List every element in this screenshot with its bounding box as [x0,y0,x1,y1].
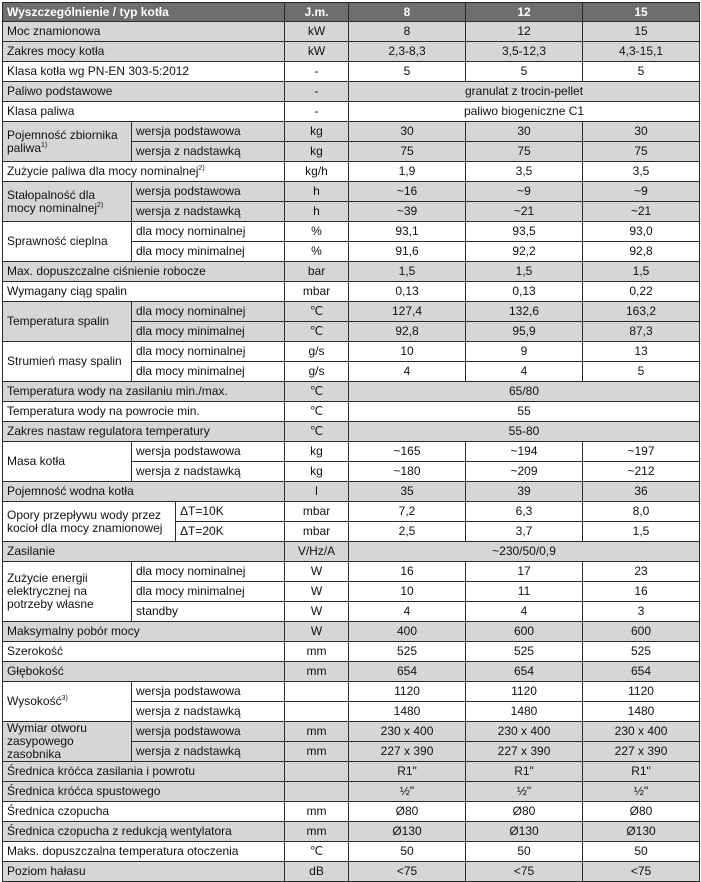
table-row [3,682,700,702]
row-label-cisnienie [3,262,285,282]
value-cell: 50 [583,842,700,862]
row-label-halas [3,862,285,882]
value-cell: 2,5 [349,522,466,542]
value-cell: 92,8 [583,242,700,262]
value-cell: ~21 [466,202,583,222]
row-unit: V/Hz/A [285,542,349,562]
value-cell: <75 [349,862,466,882]
table-row [3,822,700,842]
row-label-zasilanie [3,542,285,562]
row-unit: kg [285,142,349,162]
row-unit: kg/h [285,162,349,182]
value-cell: 8 [349,22,466,42]
value-cell: Ø130 [349,822,466,842]
row-label-temp-zasilania [3,382,285,402]
row-sublabel: dla mocy nominalnej [132,562,285,582]
row-unit: mbar [285,282,349,302]
row-unit: ℃ [285,302,349,322]
row-unit: mm [285,742,349,762]
row-unit: W [285,562,349,582]
value-cell: 230 x 400 [349,722,466,742]
row-sublabel: dla mocy minimalnej [132,362,285,382]
row-label-klasa-paliwa [3,102,285,122]
value-cell: 95,9 [466,322,583,342]
row-label-pojemnosc [3,122,132,162]
table-row [3,662,700,682]
row-label-text: Wymagany ciąg spalin [7,284,127,298]
value-cell: ~9 [583,182,700,202]
table-row [3,22,700,42]
value-cell: 91,6 [349,242,466,262]
row-label-strumien [3,342,132,382]
header-model-15: 15 [583,3,700,22]
row-sublabel: dla mocy minimalnej [132,242,285,262]
value-cell: 30 [349,122,466,142]
value-cell: 9 [466,342,583,362]
row-sublabel: wersja z nadstawką [132,742,285,762]
value-cell: 4 [349,602,466,622]
value-cell: 50 [349,842,466,862]
value-cell-merged: 55-80 [349,422,700,442]
row-label-text: Sprawność cieplna [7,234,108,248]
row-unit: g/s [285,342,349,362]
row-label-text: Średnica króćca zasilania i powrotu [7,764,196,778]
row-label-text: Poziom hałasu [7,864,86,878]
table-row [3,42,700,62]
value-cell: <75 [583,862,700,882]
table-row [3,622,700,642]
row-label-czopuch-redukcja [3,822,285,842]
row-unit: kW [285,42,349,62]
value-cell: 2,3-8,3 [349,42,466,62]
table-row [3,802,700,822]
value-cell: ~21 [583,202,700,222]
table-row [3,762,700,782]
row-unit: mbar [285,522,349,542]
row-label-text: Temperatura spalin [7,314,110,328]
row-label-text: Moc znamionowa [7,24,101,38]
row-label-text: Klasa paliwa [7,104,75,118]
table-row [3,382,700,402]
row-label-text: Max. dopuszczalne ciśnienie robocze [7,264,206,278]
value-cell: 23 [583,562,700,582]
row-unit: bar [285,262,349,282]
value-cell: 227 x 390 [583,742,700,762]
row-sublabel: wersja podstawowa [132,682,285,702]
value-cell: 50 [466,842,583,862]
row-label-ciag [3,282,285,302]
value-cell: 93,5 [466,222,583,242]
row-unit: kW [285,22,349,42]
row-unit [285,782,349,802]
row-sublabel: wersja podstawowa [132,182,285,202]
value-cell: ~39 [349,202,466,222]
row-label-text: Maksymalny pobór mocy [7,624,140,638]
row-sublabel: dla mocy minimalnej [132,582,285,602]
row-label-szerokosc [3,642,285,662]
row-label-text: Pojemność wodna kotła [7,484,134,498]
value-cell: 525 [349,642,466,662]
row-label-text: Średnica króćca spustowego [7,784,161,798]
table-row [3,82,700,102]
row-label-text: Masa kotła [7,454,66,468]
row-unit: mm [285,662,349,682]
table-row [3,502,700,522]
value-cell: R1" [583,762,700,782]
value-cell: ~165 [349,442,466,462]
table-row [3,302,700,322]
value-cell: 1480 [349,702,466,722]
row-label-text: Paliwo podstawowe [7,84,113,98]
value-cell: 92,8 [349,322,466,342]
value-cell: 35 [349,482,466,502]
table-row [3,562,700,582]
value-cell: 4 [466,602,583,622]
row-label-text: Temperatura wody na powrocie min. [7,404,200,418]
table-row [3,342,700,362]
row-label-krociec-zasilania [3,762,285,782]
row-sublabel: wersja z nadstawką [132,462,285,482]
row-unit: mbar [285,502,349,522]
row-label-text: Maks. dopuszczalna temperatura otoczenia [7,844,239,858]
boiler-spec-table [2,2,700,882]
value-cell: R1" [466,762,583,782]
value-cell: 5 [349,62,466,82]
row-unit: ℃ [285,842,349,862]
row-label-pojemnosc-wodna [3,482,285,502]
row-label-text: Średnica czopucha z redukcją wentylatora [7,824,232,838]
value-cell-merged: 55 [349,402,700,422]
row-label-text: Zakres nastaw regulatora temperatury [7,424,210,438]
value-cell: 1,5 [349,262,466,282]
value-cell: 0,13 [466,282,583,302]
row-sublabel: wersja podstawowa [132,722,285,742]
table-row [3,102,700,122]
row-sublabel: wersja z nadstawką [132,142,285,162]
value-cell: 75 [466,142,583,162]
value-cell: 400 [349,622,466,642]
value-cell: ~180 [349,462,466,482]
header-model-12: 12 [466,3,583,22]
value-cell: 3,5 [583,162,700,182]
row-label-text: Strumień masy spalin [7,354,122,368]
value-cell-merged: ~230/50/0,9 [349,542,700,562]
value-cell: Ø80 [349,802,466,822]
value-cell: 8,0 [583,502,700,522]
value-cell: 227 x 390 [466,742,583,762]
row-label-temp-powrotu [3,402,285,422]
table-row [3,442,700,462]
value-cell: 0,13 [349,282,466,302]
value-cell: 30 [583,122,700,142]
value-cell: 1,5 [583,522,700,542]
value-cell: Ø80 [466,802,583,822]
value-cell: 16 [349,562,466,582]
row-unit: dB [285,862,349,882]
row-label-zuzycie-energii [3,562,132,622]
row-unit [285,762,349,782]
table-row [3,62,700,82]
row-unit: % [285,242,349,262]
value-cell: 75 [349,142,466,162]
row-label-otwor [3,722,132,762]
row-label-text: Temperatura wody na zasilaniu min./max. [7,384,228,398]
header-title: Wyszczególnienie / typ kotła [3,3,285,22]
value-cell: 87,3 [583,322,700,342]
row-label-text: Średnica czopucha [7,804,110,818]
value-cell: 5 [583,62,700,82]
value-cell: 525 [583,642,700,662]
header-row [3,3,700,22]
value-cell: 7,2 [349,502,466,522]
value-cell-merged: 65/80 [349,382,700,402]
row-sublabel: wersja podstawowa [132,122,285,142]
value-cell: 4 [466,362,583,382]
table-row [3,842,700,862]
value-cell: 93,0 [583,222,700,242]
row-unit: h [285,202,349,222]
footnote-marker: 2) [198,165,205,172]
value-cell: 654 [583,662,700,682]
header-unit: J.m. [285,3,349,22]
value-cell: 17 [466,562,583,582]
row-sublabel: dla mocy nominalnej [132,222,285,242]
value-cell: 230 x 400 [583,722,700,742]
row-label-zakres [3,42,285,62]
row-label-text: Wysokość [7,694,62,708]
value-cell: 11 [466,582,583,602]
row-label-text: Opory przepływu wody przez kocioł dla mocy znamionowej [7,507,163,535]
row-label-krociec-spustowy [3,782,285,802]
value-cell: 1,5 [466,262,583,282]
table-row [3,222,700,242]
value-cell: 163,2 [583,302,700,322]
row-unit: ℃ [285,322,349,342]
row-unit: W [285,622,349,642]
value-cell: 4,3-15,1 [583,42,700,62]
value-cell: 3 [583,602,700,622]
value-cell: <75 [466,862,583,882]
value-cell: 525 [466,642,583,662]
row-label-zuzycie [3,162,285,182]
value-cell: 1120 [349,682,466,702]
row-label-text: Głębokość [7,664,64,678]
table-row [3,782,700,802]
row-unit: ℃ [285,422,349,442]
row-label-sprawnosc [3,222,132,262]
row-unit: - [285,102,349,122]
row-sublabel: wersja z nadstawką [132,702,285,722]
row-sublabel: ΔT=20K [176,522,285,542]
value-cell: ~209 [466,462,583,482]
row-unit: - [285,62,349,82]
value-cell: ½" [466,782,583,802]
row-label-text: Stałopalność dla mocy nominalnej [7,187,98,215]
row-unit: mm [285,722,349,742]
row-unit [285,682,349,702]
row-label-glebokosc [3,662,285,682]
row-unit: - [285,82,349,102]
value-cell: ~212 [583,462,700,482]
value-cell: 654 [466,662,583,682]
value-cell: 1120 [466,682,583,702]
value-cell: 3,7 [466,522,583,542]
value-cell: 10 [349,582,466,602]
value-cell: ~9 [466,182,583,202]
table-row [3,282,700,302]
table-row [3,862,700,882]
row-label-temp-otoczenia [3,842,285,862]
row-unit: mm [285,822,349,842]
row-unit: h [285,182,349,202]
row-unit: mm [285,802,349,822]
row-unit: kg [285,442,349,462]
value-cell: ½" [349,782,466,802]
value-cell: 600 [583,622,700,642]
table-row [3,162,700,182]
row-label-text: Zużycie paliwa dla mocy nominalnej [7,164,199,178]
table-row [3,422,700,442]
row-sublabel: standby [132,602,285,622]
row-unit: ℃ [285,382,349,402]
row-label-wysokosc [3,682,132,722]
value-cell: 39 [466,482,583,502]
row-sublabel: wersja z nadstawką [132,202,285,222]
row-unit [285,702,349,722]
table-row [3,262,700,282]
value-cell: 36 [583,482,700,502]
row-label-text: Zakres mocy kotła [7,44,105,58]
table-row [3,542,700,562]
value-cell: 1480 [466,702,583,722]
row-label-text: Pojemność zbiornika paliwa [7,127,118,155]
value-cell: 5 [466,62,583,82]
row-sublabel: dla mocy minimalnej [132,322,285,342]
row-sublabel: ΔT=10K [176,502,285,522]
value-cell: 1,9 [349,162,466,182]
row-label-czopuch [3,802,285,822]
value-cell: Ø80 [583,802,700,822]
value-cell: 654 [349,662,466,682]
value-cell: 1480 [583,702,700,722]
value-cell-merged: paliwo biogeniczne C1 [349,102,700,122]
row-unit: g/s [285,362,349,382]
value-cell: ~16 [349,182,466,202]
table-row [3,182,700,202]
value-cell: ~194 [466,442,583,462]
row-label-opory [3,502,176,542]
row-sublabel: dla mocy nominalnej [132,342,285,362]
row-label-masa [3,442,132,482]
row-label-klasa [3,62,285,82]
table-row [3,642,700,662]
value-cell: 16 [583,582,700,602]
value-cell: Ø130 [583,822,700,842]
value-cell: 75 [583,142,700,162]
value-cell: 4 [349,362,466,382]
footnote-marker: 2) [97,201,104,209]
table-row [3,722,700,742]
row-unit: % [285,222,349,242]
value-cell: 15 [583,22,700,42]
row-label-moc [3,22,285,42]
value-cell: R1" [349,762,466,782]
value-cell: 92,2 [466,242,583,262]
value-cell: 6,3 [466,502,583,522]
row-sublabel: wersja podstawowa [132,442,285,462]
row-label-paliwo [3,82,285,102]
row-label-text: Klasa kotła wg PN-EN 303-5:2012 [7,64,190,78]
value-cell: 230 x 400 [466,722,583,742]
value-cell: 13 [583,342,700,362]
row-label-text: Zużycie energii elektrycznej na potrzeby własne [7,571,94,611]
value-cell: 3,5 [466,162,583,182]
row-unit: W [285,602,349,622]
value-cell: ½" [583,782,700,802]
value-cell: 12 [466,22,583,42]
row-unit: W [285,582,349,602]
row-unit: mm [285,642,349,662]
value-cell: 5 [583,362,700,382]
value-cell: 227 x 390 [349,742,466,762]
value-cell: 127,4 [349,302,466,322]
value-cell: 1,5 [583,262,700,282]
row-unit: ℃ [285,402,349,422]
row-unit: kg [285,122,349,142]
value-cell-merged: granulat z trocin-pellet [349,82,700,102]
row-label-stalopalnosc [3,182,132,222]
row-label-maks-pobor [3,622,285,642]
value-cell: 0,22 [583,282,700,302]
value-cell: Ø130 [466,822,583,842]
row-unit: l [285,482,349,502]
value-cell: ~197 [583,442,700,462]
row-label-text: Zasilanie [7,544,56,558]
header-model-8: 8 [349,3,466,22]
table-row [3,402,700,422]
value-cell: 3,5-12,3 [466,42,583,62]
row-label-text: Wymiar otworu zasypowego zasobnika [7,721,87,761]
table-row [3,122,700,142]
row-unit: kg [285,462,349,482]
footnote-marker: 1) [41,141,48,149]
footnote-marker: 3) [61,695,68,702]
table-row [3,482,700,502]
row-label-zakres-nastaw [3,422,285,442]
row-label-temp-spalin [3,302,132,342]
row-label-text: Szerokość [7,644,64,658]
value-cell: 1120 [583,682,700,702]
value-cell: 132,6 [466,302,583,322]
value-cell: 10 [349,342,466,362]
value-cell: 30 [466,122,583,142]
value-cell: 600 [466,622,583,642]
row-sublabel: dla mocy nominalnej [132,302,285,322]
value-cell: 93,1 [349,222,466,242]
